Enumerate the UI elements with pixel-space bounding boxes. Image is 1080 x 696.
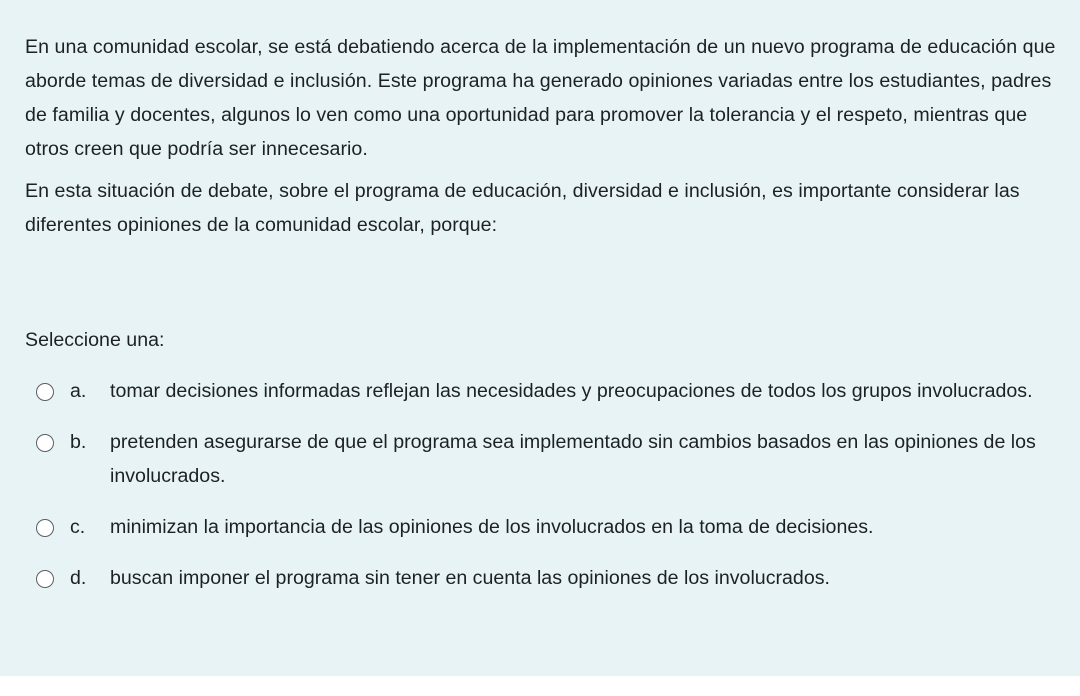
option-letter: b. <box>70 431 87 453</box>
answer-prompt: Seleccione una: <box>25 329 165 351</box>
answer-option-c[interactable] <box>36 510 1066 544</box>
answer-option-a[interactable] <box>36 374 1066 408</box>
option-letter: a. <box>70 380 87 402</box>
radio-button-c[interactable] <box>36 519 54 537</box>
radio-button-a[interactable] <box>36 383 54 401</box>
option-text[interactable]: pretenden asegurarse de que el programa sea implementado sin cambios basados en las opiniones de los involucrados. <box>110 431 1036 487</box>
option-text[interactable]: tomar decisiones informadas reflejan las necesidades y preocupaciones de todos los grupos involucrados. <box>110 380 1033 402</box>
question-paragraph-2: En esta situación de debate, sobre el programa de educación, diversidad e inclusión, es importante considerar las diferentes opiniones de la comunidad escolar, porque: <box>25 180 1020 236</box>
radio-button-d[interactable] <box>36 570 54 588</box>
answer-option-b[interactable] <box>36 425 1066 493</box>
option-letter: d. <box>70 567 87 589</box>
question-text <box>25 30 1062 242</box>
option-text[interactable]: minimizan la importancia de las opiniones de los involucrados en la toma de decisiones. <box>110 516 874 538</box>
question-paragraph-1: En una comunidad escolar, se está debatiendo acerca de la implementación de un nuevo programa de educación que aborde temas de diversidad e inclusión. Este programa ha generado opiniones variadas entre los estudiantes, padres de familia y docentes, algunos lo ven como una oportunidad para promover la tolerancia y el respeto, mientras que otros creen que podría ser innecesario. <box>25 36 1056 160</box>
answer-option-d[interactable] <box>36 561 1066 595</box>
option-letter: c. <box>70 516 86 538</box>
answer-options <box>36 374 1066 612</box>
option-text[interactable]: buscan imponer el programa sin tener en cuenta las opiniones de los involucrados. <box>110 567 830 589</box>
radio-button-b[interactable] <box>36 434 54 452</box>
